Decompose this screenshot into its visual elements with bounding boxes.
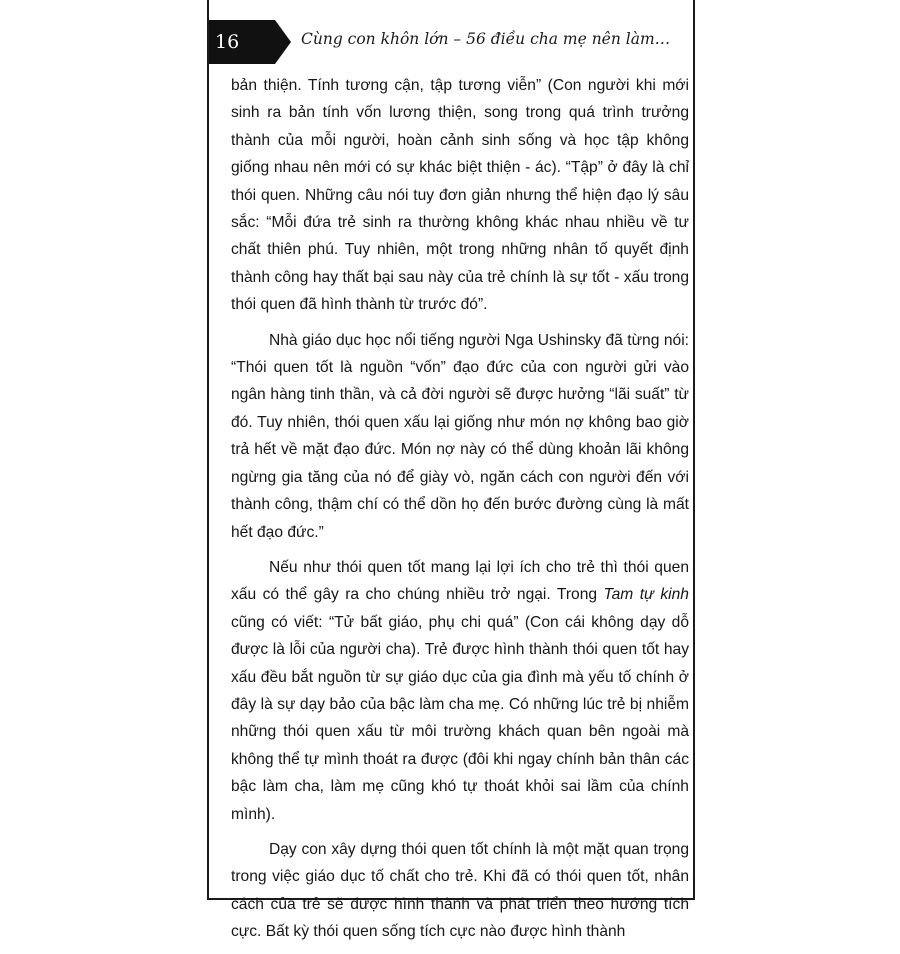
page-header <box>209 20 693 64</box>
page-number: 16 <box>209 20 275 64</box>
paragraph-text: Nếu như thói quen tốt mang lại lợi ích cho trẻ thì thói quen xấu có thể gây ra cho chúng nhiều trở ngại. Trong <box>231 558 689 604</box>
book-title-italic: Tam tự kinh <box>603 586 689 604</box>
paragraph-2 <box>231 327 689 546</box>
paragraph-4 <box>231 836 689 946</box>
paragraph-text: Nhà giáo dục học nổi tiếng người Nga Ushinsky đã từng nói: “Thói quen tốt là nguồn “vốn” đạo đức của con người gửi vào ngân hàng tinh thần, và cả đời người sẽ được hưởng “lãi suất” từ đó. Tuy nhiên, thói quen xấu lại giống như món nợ không bao giờ trả hết về mặt đạo đức. Món nợ này có thể dùng khoản lãi không ngừng gia tăng của nó để giày vò, ngăn cách con người đến với thành công, thậm chí có thể dồn họ đến bước đường cùng là mất hết đạo đức.” <box>231 331 689 541</box>
book-page <box>207 0 695 941</box>
header-arrow-icon <box>275 20 291 64</box>
paragraph-text: bản thiện. Tính tương cận, tập tương viễn” (Con người khi mới sinh ra bản tính vốn lương thiện, song trong quá trình trưởng thành của mỗi người, hoàn cảnh sinh sống và học tập không giống nhau nên mới có sự khác biệt thiện - ác). “Tập” ở đây là chỉ thói quen. Những câu nói tuy đơn giản nhưng thể hiện đạo lý sâu sắc: “Mỗi đứa trẻ sinh ra thường không khác nhau nhiều về tư chất thiên phú. Tuy nhiên, một trong những nhân tố quyết định thành công hay thất bại sau này của trẻ chính là sự tốt - xấu trong thói quen đã hình thành từ trước đó”. <box>231 77 689 314</box>
paragraph-1 <box>231 72 689 319</box>
body-text <box>231 72 689 954</box>
paragraph-text: Dạy con xây dựng thói quen tốt chính là một mặt quan trọng trong việc giáo dục tố chất cho trẻ. Khi đã có thói quen tốt, nhân cách của trẻ sẽ được hình thành và phát triển theo hướng tích cực. Bất kỳ thói quen sống tích cực nào được hình thành <box>231 840 689 941</box>
paragraph-3 <box>231 554 689 828</box>
paragraph-text: cũng có viết: “Tử bất giáo, phụ chi quá” (Con cái không dạy dỗ được là lỗi của người cha). Trẻ được hình thành thói quen tốt hay xấu đều bắt nguồn từ sự giáo dục của gia đình mà yếu tố chính ở đây là sự dạy bảo của bậc làm cha mẹ. Có những lúc trẻ bị nhiễm những thói quen xấu từ môi trường khách quan bên ngoài mà không thể tự mình thoát ra được (đôi khi ngay chính bản thân các bậc làm cha, làm mẹ cũng khó tự thoát khỏi sai lầm của chính mình). <box>231 613 689 823</box>
running-title: Cùng con khôn lớn – 56 điều cha mẹ nên làm… <box>301 30 671 48</box>
